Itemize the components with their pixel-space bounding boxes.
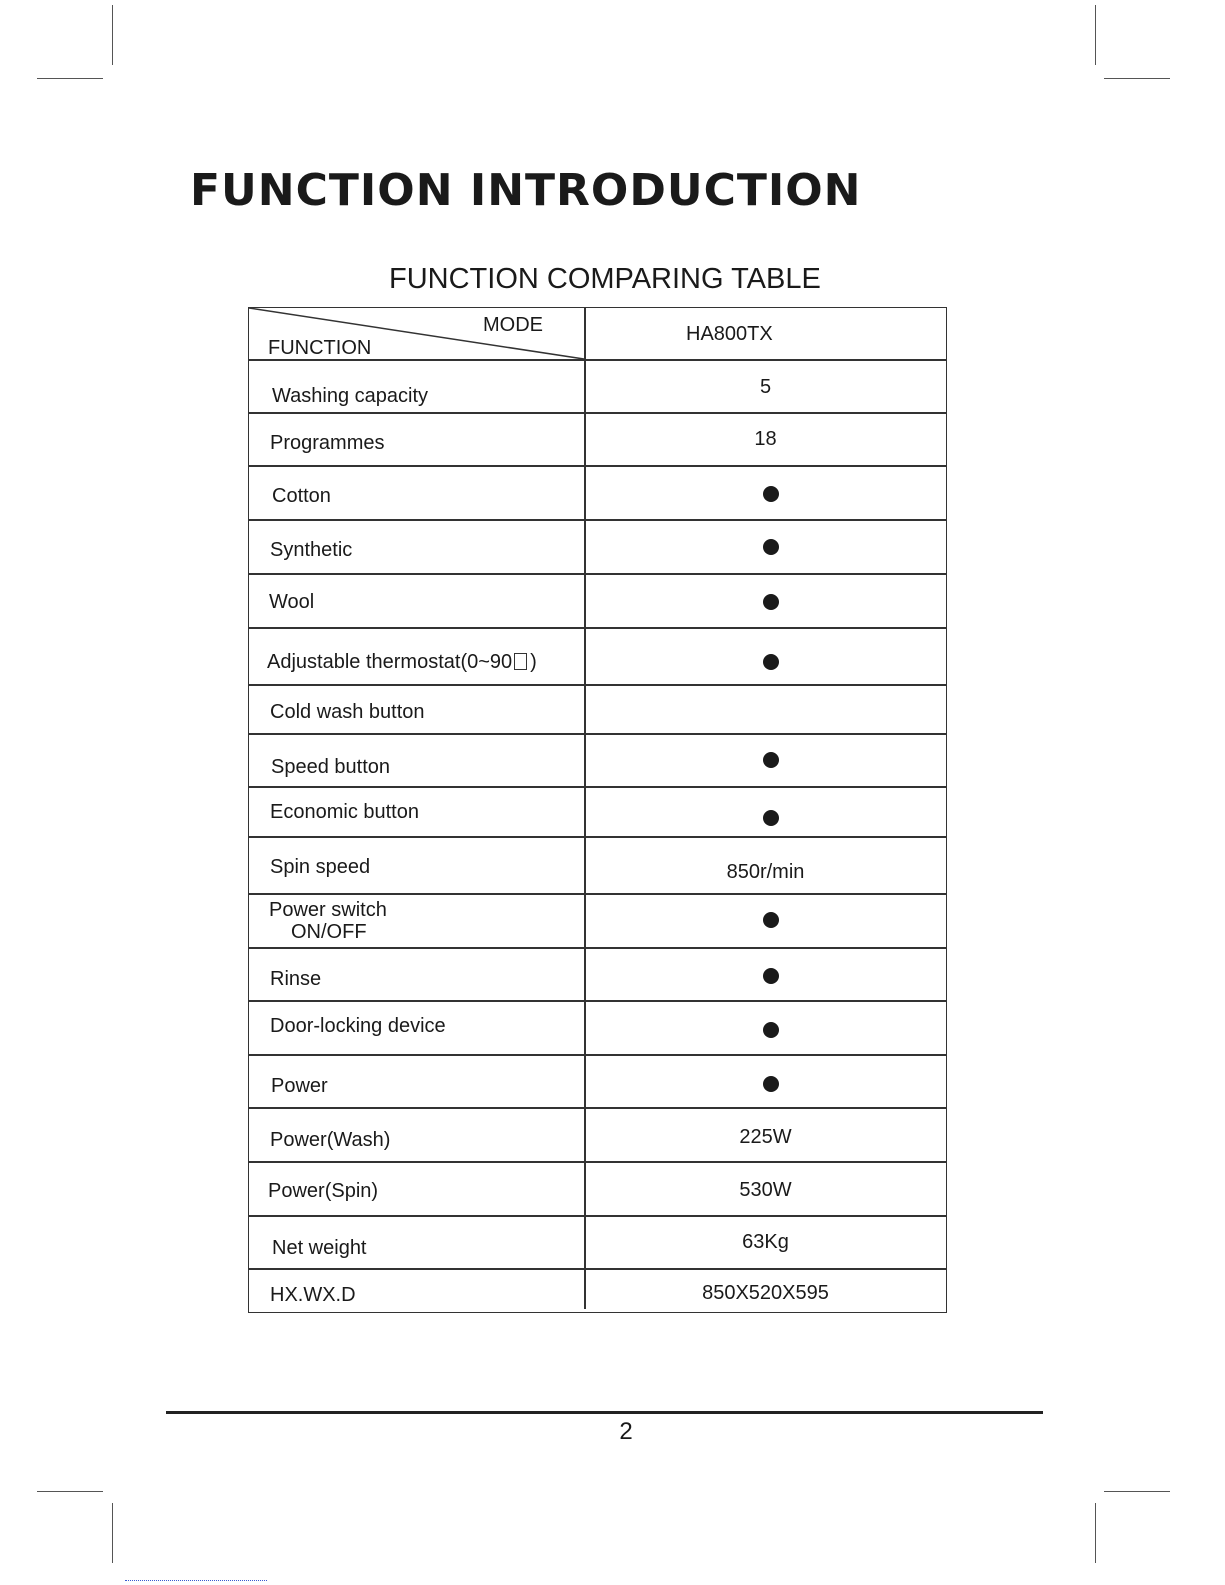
- row-label-power-spin: Power(Spin): [268, 1180, 379, 1202]
- row-divider: [249, 1215, 946, 1217]
- feature-dot-speed-button: [763, 752, 779, 768]
- table-title: FUNCTION COMPARING TABLE: [389, 263, 821, 295]
- feature-dot-wool: [763, 594, 779, 610]
- feature-dot-door-locking-device: [763, 1022, 779, 1038]
- crop-mark: [112, 5, 113, 65]
- row-label-door-locking-device: Door-locking device: [270, 1015, 446, 1037]
- row-label-rinse: Rinse: [270, 968, 322, 990]
- row-divider: [249, 893, 946, 895]
- row-divider: [249, 1161, 946, 1163]
- row-divider: [249, 359, 946, 361]
- feature-dot-power: [763, 1076, 779, 1092]
- row-label-spin-speed: Spin speed: [270, 856, 371, 878]
- row-label-wool: Wool: [269, 591, 315, 613]
- page-number: 2: [619, 1418, 633, 1445]
- row-divider: [249, 684, 946, 686]
- crop-mark: [1095, 5, 1096, 65]
- column-divider: [584, 308, 586, 1309]
- row-divider: [249, 733, 946, 735]
- row-value-power-spin: 530W: [739, 1179, 792, 1201]
- row-label-economic-button: Economic button: [270, 801, 419, 823]
- row-divider: [249, 947, 946, 949]
- row-label-washing-capacity: Washing capacity: [272, 385, 428, 407]
- footer-rule: [166, 1411, 1043, 1414]
- row-label-adjustable-thermostat: [267, 651, 537, 673]
- feature-dot-cotton: [763, 486, 779, 502]
- row-value-spin-speed: 850r/min: [726, 861, 805, 883]
- crop-mark: [1104, 78, 1170, 79]
- header-model-name: HA800TX: [686, 323, 773, 345]
- header-function-label: FUNCTION: [268, 337, 372, 359]
- page-title: FUNCTION INTRODUCTION: [190, 165, 862, 216]
- row-divider: [249, 1054, 946, 1056]
- row-divider: [249, 519, 946, 521]
- row-divider: [249, 1107, 946, 1109]
- row-label-cold-wash-button: Cold wash button: [270, 701, 425, 723]
- row-divider: [249, 465, 946, 467]
- feature-dot-synthetic: [763, 539, 779, 555]
- row-label-programmes: Programmes: [270, 432, 385, 454]
- row-value-programmes: 18: [754, 428, 777, 450]
- feature-dot-rinse: [763, 968, 779, 984]
- row-divider: [249, 1268, 946, 1270]
- crop-mark: [1095, 1503, 1096, 1563]
- row-label-dimensions: HX.WX.D: [270, 1284, 356, 1306]
- row-label-synthetic: Synthetic: [270, 539, 353, 561]
- row-divider: [249, 412, 946, 414]
- feature-dot-economic-button: [763, 810, 779, 826]
- crop-mark: [112, 1503, 113, 1563]
- row-label-speed-button: Speed button: [271, 756, 390, 778]
- row-value-washing-capacity: 5: [759, 376, 772, 398]
- thermostat-label-suffix: ): [530, 651, 537, 673]
- row-label-power-switch: Power switch: [269, 899, 387, 921]
- header-mode-label: MODE: [483, 314, 543, 336]
- row-label-net-weight: Net weight: [272, 1237, 367, 1259]
- link-underline[interactable]: [125, 1580, 267, 1581]
- row-label-power: Power: [271, 1075, 328, 1097]
- row-divider: [249, 627, 946, 629]
- row-divider: [249, 1000, 946, 1002]
- feature-dot-adjustable-thermostat: [763, 654, 779, 670]
- crop-mark: [1104, 1491, 1170, 1492]
- row-value-net-weight: 63Kg: [742, 1231, 789, 1253]
- row-label-cotton: Cotton: [272, 485, 331, 507]
- feature-dot-power-switch: [763, 912, 779, 928]
- row-divider: [249, 573, 946, 575]
- row-divider: [249, 836, 946, 838]
- row-label-power-wash: Power(Wash): [270, 1129, 391, 1151]
- row-value-dimensions: 850X520X595: [702, 1282, 829, 1304]
- degree-symbol-box: [514, 653, 527, 670]
- crop-mark: [37, 1491, 103, 1492]
- row-value-power-wash: 225W: [739, 1126, 792, 1148]
- function-comparing-table: [248, 307, 947, 1313]
- crop-mark: [37, 78, 103, 79]
- row-label-power-switch-line2: ON/OFF: [291, 921, 367, 943]
- thermostat-label-text: Adjustable thermostat(0~90: [267, 651, 513, 673]
- row-divider: [249, 786, 946, 788]
